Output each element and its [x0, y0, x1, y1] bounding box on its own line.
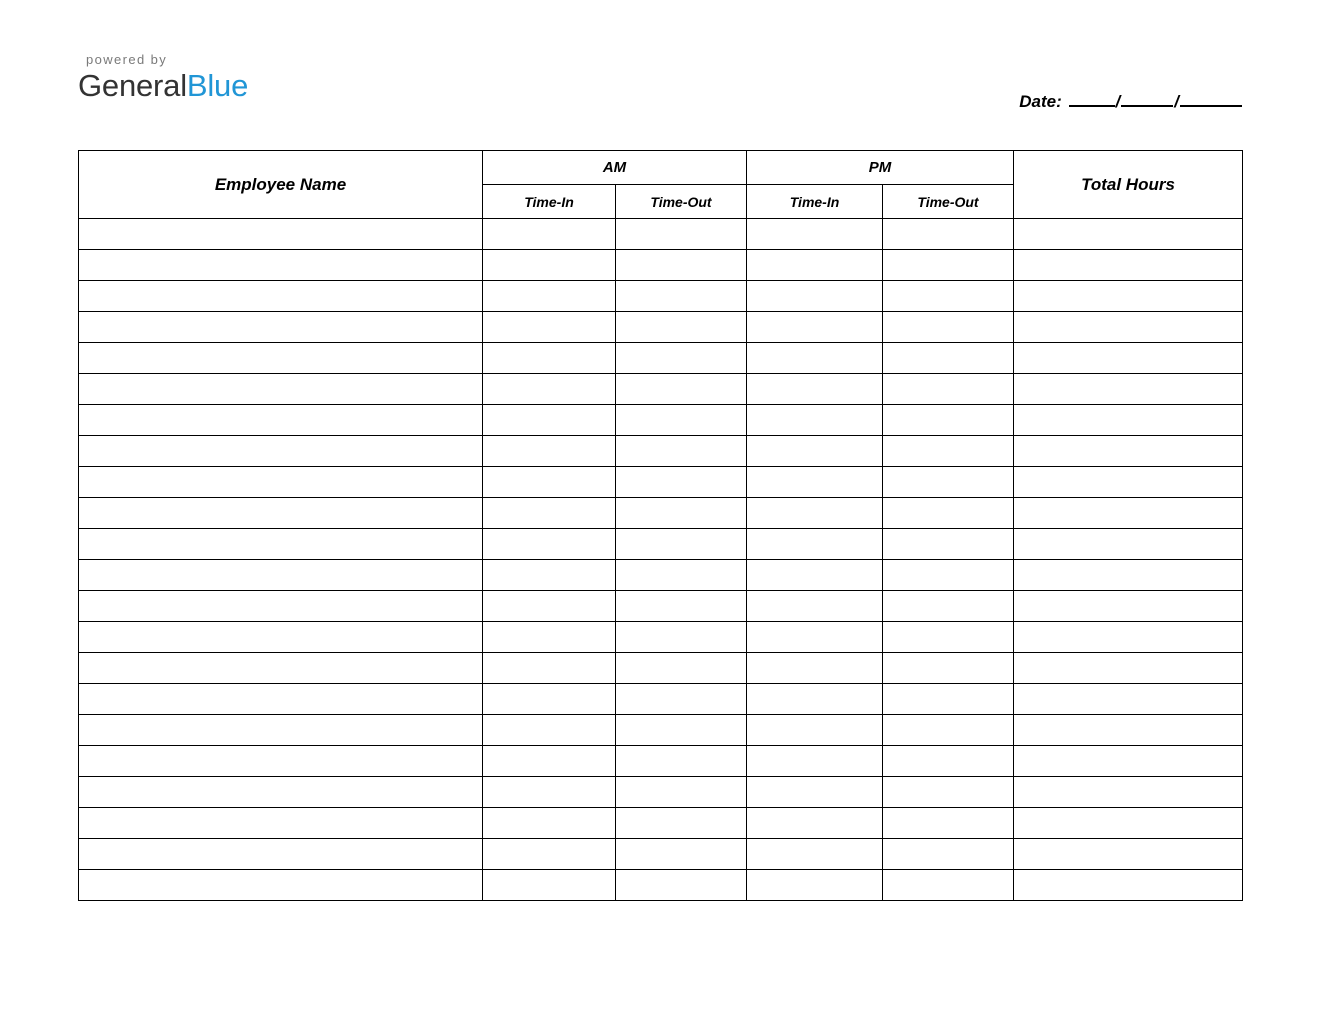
table-row	[79, 405, 1243, 436]
cell-pm-time-in[interactable]	[747, 312, 883, 343]
table-header	[79, 151, 1243, 219]
cell-pm-time-in[interactable]	[747, 529, 883, 560]
column-group-am: AM	[483, 151, 747, 185]
cell-total-hours[interactable]	[1014, 529, 1243, 560]
cell-total-hours[interactable]	[1014, 653, 1243, 684]
cell-pm-time-in[interactable]	[747, 746, 883, 777]
cell-am-time-in[interactable]	[483, 560, 616, 591]
cell-total-hours[interactable]	[1014, 715, 1243, 746]
cell-am-time-out[interactable]	[616, 250, 747, 281]
cell-pm-time-out[interactable]	[883, 715, 1014, 746]
cell-pm-time-out[interactable]	[883, 684, 1014, 715]
cell-total-hours[interactable]	[1014, 467, 1243, 498]
cell-pm-time-out[interactable]	[883, 250, 1014, 281]
table-row	[79, 777, 1243, 808]
cell-pm-time-in[interactable]	[747, 777, 883, 808]
table-row	[79, 839, 1243, 870]
cell-am-time-in[interactable]	[483, 808, 616, 839]
cell-pm-time-in[interactable]	[747, 839, 883, 870]
date-label: Date:	[1019, 92, 1062, 111]
table-row	[79, 870, 1243, 901]
cell-am-time-out[interactable]	[616, 653, 747, 684]
table-row	[79, 622, 1243, 653]
column-header-pm-time-out: Time-Out	[883, 185, 1014, 219]
cell-am-time-out[interactable]	[616, 622, 747, 653]
cell-employee-name[interactable]	[79, 343, 483, 374]
cell-pm-time-out[interactable]	[883, 281, 1014, 312]
cell-pm-time-out[interactable]	[883, 498, 1014, 529]
cell-am-time-out[interactable]	[616, 715, 747, 746]
cell-am-time-out[interactable]	[616, 808, 747, 839]
cell-pm-time-in[interactable]	[747, 684, 883, 715]
cell-total-hours[interactable]	[1014, 219, 1243, 250]
cell-employee-name[interactable]	[79, 498, 483, 529]
cell-employee-name[interactable]	[79, 529, 483, 560]
cell-pm-time-in[interactable]	[747, 405, 883, 436]
cell-am-time-in[interactable]	[483, 746, 616, 777]
cell-employee-name[interactable]	[79, 622, 483, 653]
table-row	[79, 684, 1243, 715]
date-year-blank[interactable]	[1180, 105, 1242, 107]
cell-pm-time-out[interactable]	[883, 746, 1014, 777]
cell-total-hours[interactable]	[1014, 870, 1243, 901]
cell-employee-name[interactable]	[79, 808, 483, 839]
date-day-blank[interactable]	[1121, 105, 1173, 107]
cell-am-time-out[interactable]	[616, 498, 747, 529]
cell-pm-time-in[interactable]	[747, 591, 883, 622]
cell-am-time-out[interactable]	[616, 591, 747, 622]
cell-am-time-out[interactable]	[616, 312, 747, 343]
cell-employee-name[interactable]	[79, 219, 483, 250]
cell-employee-name[interactable]	[79, 653, 483, 684]
cell-total-hours[interactable]	[1014, 591, 1243, 622]
cell-pm-time-out[interactable]	[883, 467, 1014, 498]
column-header-total-hours: Total Hours	[1014, 151, 1243, 219]
cell-total-hours[interactable]	[1014, 498, 1243, 529]
table-row	[79, 529, 1243, 560]
cell-am-time-in[interactable]	[483, 374, 616, 405]
cell-am-time-in[interactable]	[483, 436, 616, 467]
cell-pm-time-in[interactable]	[747, 870, 883, 901]
cell-pm-time-in[interactable]	[747, 560, 883, 591]
brand-name-general: General	[78, 68, 187, 103]
cell-employee-name[interactable]	[79, 684, 483, 715]
cell-pm-time-in[interactable]	[747, 622, 883, 653]
cell-employee-name[interactable]	[79, 312, 483, 343]
cell-total-hours[interactable]	[1014, 839, 1243, 870]
cell-total-hours[interactable]	[1014, 312, 1243, 343]
cell-employee-name[interactable]	[79, 467, 483, 498]
cell-total-hours[interactable]	[1014, 343, 1243, 374]
cell-total-hours[interactable]	[1014, 777, 1243, 808]
cell-pm-time-out[interactable]	[883, 219, 1014, 250]
cell-pm-time-out[interactable]	[883, 560, 1014, 591]
cell-am-time-in[interactable]	[483, 312, 616, 343]
cell-employee-name[interactable]	[79, 870, 483, 901]
column-header-am-time-in: Time-In	[483, 185, 616, 219]
date-month-blank[interactable]	[1069, 105, 1115, 107]
table-row	[79, 560, 1243, 591]
cell-am-time-out[interactable]	[616, 281, 747, 312]
page-header	[78, 52, 1242, 122]
column-header-pm-time-in: Time-In	[747, 185, 883, 219]
cell-am-time-in[interactable]	[483, 250, 616, 281]
cell-pm-time-out[interactable]	[883, 777, 1014, 808]
cell-pm-time-out[interactable]	[883, 870, 1014, 901]
cell-employee-name[interactable]	[79, 560, 483, 591]
cell-employee-name[interactable]	[79, 777, 483, 808]
cell-total-hours[interactable]	[1014, 622, 1243, 653]
date-field[interactable]	[1019, 92, 1242, 112]
cell-total-hours[interactable]	[1014, 560, 1243, 591]
cell-am-time-out[interactable]	[616, 870, 747, 901]
cell-total-hours[interactable]	[1014, 808, 1243, 839]
cell-pm-time-in[interactable]	[747, 281, 883, 312]
cell-total-hours[interactable]	[1014, 684, 1243, 715]
cell-am-time-in[interactable]	[483, 405, 616, 436]
cell-pm-time-out[interactable]	[883, 374, 1014, 405]
table-row	[79, 715, 1243, 746]
cell-am-time-in[interactable]	[483, 870, 616, 901]
cell-am-time-out[interactable]	[616, 529, 747, 560]
cell-pm-time-out[interactable]	[883, 653, 1014, 684]
table-row	[79, 219, 1243, 250]
cell-employee-name[interactable]	[79, 591, 483, 622]
brand-logo	[78, 52, 248, 103]
cell-total-hours[interactable]	[1014, 250, 1243, 281]
cell-pm-time-in[interactable]	[747, 715, 883, 746]
brand-name-blue: Blue	[186, 68, 249, 103]
timesheet-table	[78, 150, 1243, 901]
cell-employee-name[interactable]	[79, 405, 483, 436]
cell-pm-time-out[interactable]	[883, 839, 1014, 870]
cell-employee-name[interactable]	[79, 839, 483, 870]
cell-am-time-in[interactable]	[483, 591, 616, 622]
table-row	[79, 436, 1243, 467]
cell-employee-name[interactable]	[79, 436, 483, 467]
table-body	[79, 219, 1243, 901]
cell-am-time-out[interactable]	[616, 467, 747, 498]
table-row	[79, 808, 1243, 839]
cell-pm-time-out[interactable]	[883, 591, 1014, 622]
cell-am-time-out[interactable]	[616, 746, 747, 777]
cell-pm-time-in[interactable]	[747, 467, 883, 498]
cell-pm-time-out[interactable]	[883, 622, 1014, 653]
cell-am-time-in[interactable]	[483, 839, 616, 870]
table-row	[79, 653, 1243, 684]
table-row	[79, 467, 1243, 498]
column-header-employee-name: Employee Name	[79, 151, 483, 219]
cell-pm-time-in[interactable]	[747, 250, 883, 281]
cell-am-time-in[interactable]	[483, 653, 616, 684]
cell-employee-name[interactable]	[79, 374, 483, 405]
cell-pm-time-out[interactable]	[883, 529, 1014, 560]
cell-pm-time-in[interactable]	[747, 436, 883, 467]
cell-am-time-in[interactable]	[483, 715, 616, 746]
cell-am-time-in[interactable]	[483, 622, 616, 653]
cell-total-hours[interactable]	[1014, 436, 1243, 467]
brand-name	[78, 69, 248, 103]
header-row-groups	[79, 151, 1243, 185]
cell-am-time-out[interactable]	[616, 436, 747, 467]
cell-pm-time-in[interactable]	[747, 343, 883, 374]
cell-pm-time-in[interactable]	[747, 653, 883, 684]
cell-pm-time-in[interactable]	[747, 219, 883, 250]
cell-employee-name[interactable]	[79, 281, 483, 312]
table-row	[79, 312, 1243, 343]
cell-am-time-out[interactable]	[616, 839, 747, 870]
cell-am-time-out[interactable]	[616, 219, 747, 250]
cell-am-time-in[interactable]	[483, 529, 616, 560]
cell-am-time-out[interactable]	[616, 560, 747, 591]
cell-total-hours[interactable]	[1014, 374, 1243, 405]
cell-am-time-in[interactable]	[483, 498, 616, 529]
cell-pm-time-out[interactable]	[883, 405, 1014, 436]
cell-am-time-in[interactable]	[483, 343, 616, 374]
cell-total-hours[interactable]	[1014, 405, 1243, 436]
cell-am-time-in[interactable]	[483, 219, 616, 250]
cell-pm-time-out[interactable]	[883, 808, 1014, 839]
cell-am-time-in[interactable]	[483, 684, 616, 715]
cell-am-time-out[interactable]	[616, 684, 747, 715]
cell-am-time-out[interactable]	[616, 343, 747, 374]
cell-pm-time-out[interactable]	[883, 312, 1014, 343]
column-header-am-time-out: Time-Out	[616, 185, 747, 219]
powered-by-label: powered by	[86, 52, 168, 67]
date-separator-2: /	[1174, 92, 1179, 111]
cell-total-hours[interactable]	[1014, 281, 1243, 312]
table-row	[79, 374, 1243, 405]
cell-am-time-in[interactable]	[483, 467, 616, 498]
table-row	[79, 281, 1243, 312]
table-row	[79, 591, 1243, 622]
table-row	[79, 250, 1243, 281]
cell-employee-name[interactable]	[79, 746, 483, 777]
cell-am-time-out[interactable]	[616, 777, 747, 808]
cell-am-time-out[interactable]	[616, 374, 747, 405]
cell-pm-time-in[interactable]	[747, 498, 883, 529]
cell-total-hours[interactable]	[1014, 746, 1243, 777]
cell-am-time-in[interactable]	[483, 281, 616, 312]
cell-employee-name[interactable]	[79, 250, 483, 281]
date-separator-1: /	[1115, 92, 1121, 111]
cell-am-time-out[interactable]	[616, 405, 747, 436]
table-row	[79, 343, 1243, 374]
table-row	[79, 498, 1243, 529]
cell-pm-time-in[interactable]	[747, 374, 883, 405]
cell-pm-time-in[interactable]	[747, 808, 883, 839]
column-group-pm: PM	[747, 151, 1014, 185]
cell-am-time-in[interactable]	[483, 777, 616, 808]
cell-pm-time-out[interactable]	[883, 343, 1014, 374]
table-row	[79, 746, 1243, 777]
cell-pm-time-out[interactable]	[883, 436, 1014, 467]
cell-employee-name[interactable]	[79, 715, 483, 746]
